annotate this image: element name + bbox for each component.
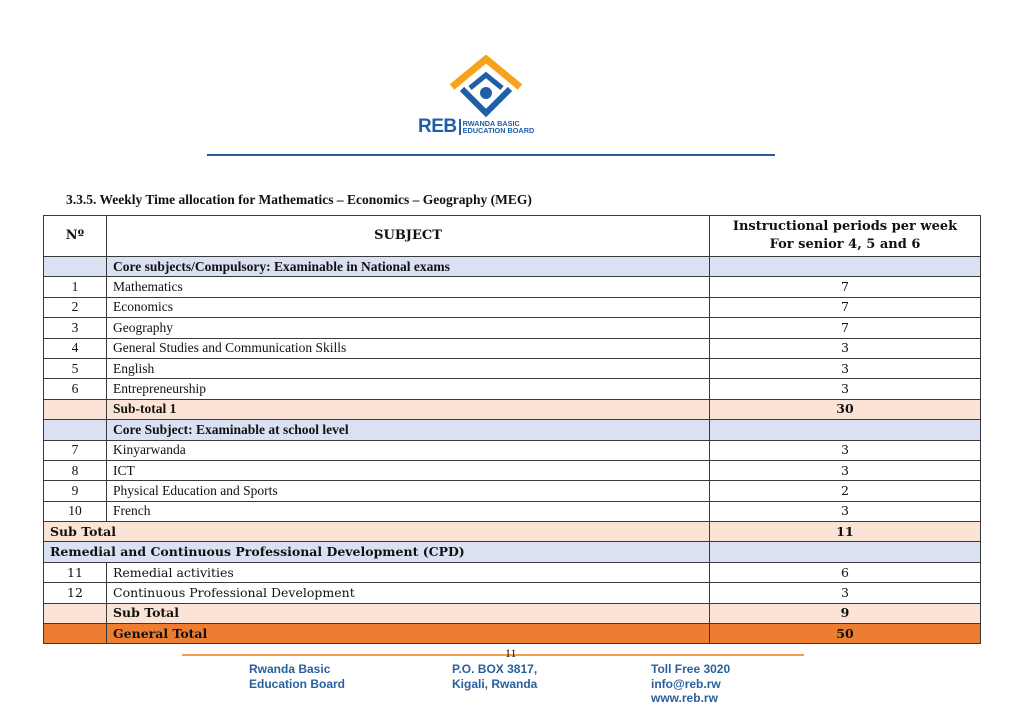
row-no: 10 [44,501,107,521]
section-heading: Core subjects/Compulsory: Examinable in National exams [107,257,710,277]
row-periods: 7 [710,318,981,338]
footer-website-link[interactable]: www.reb.rw [651,691,718,705]
logo-name [463,120,535,135]
footer-email-link[interactable]: info@reb.rw [651,676,721,691]
table-row [44,338,981,358]
footer-address-line1: P.O. BOX 3817, [452,662,538,676]
table-header-row [44,216,981,257]
row-subject: Economics [107,297,710,317]
row-no: 9 [44,481,107,501]
table-row [44,583,981,603]
table-row [44,297,981,317]
subtotal-row-2 [44,522,981,542]
reb-logo [418,55,558,140]
footer-divider [182,654,804,656]
row-periods: 7 [710,277,981,297]
row-subject: ICT [107,460,710,480]
row-no: 11 [44,562,107,582]
header-periods-line2: For senior 4, 5 and 6 [769,237,921,252]
section-row-school-level [44,420,981,440]
footer-address [452,662,537,691]
logo-name-line2: EDUCATION BOARD [462,126,535,135]
table-row [44,562,981,582]
row-periods: 3 [710,379,981,399]
section-heading: Remedial and Continuous Professional Development (CPD) [44,542,710,562]
grand-total-label: General Total [107,624,710,644]
row-periods: 3 [710,440,981,460]
row-no: 7 [44,440,107,460]
header-periods [710,216,981,257]
section-heading: Core Subject: Examinable at school level [107,420,710,440]
grand-total-value: 50 [710,624,981,644]
row-no: 3 [44,318,107,338]
section-title: 3.3.5. Weekly Time allocation for Mathematics – Economics – Geography (MEG) [66,192,532,207]
header-no: Nº [44,216,107,257]
row-subject: Physical Education and Sports [107,481,710,501]
section-row-national-exams [44,257,981,277]
grand-total-row [44,624,981,644]
time-allocation-table [43,215,981,644]
footer-org-line1: Rwanda Basic [249,662,331,676]
footer-org [249,662,345,691]
row-periods: 3 [710,358,981,378]
subtotal-row-3 [44,603,981,623]
subtotal-value: 9 [710,603,981,623]
row-subject: Kinyarwanda [107,440,710,460]
subtotal-label: Sub Total [107,603,710,623]
row-no: 6 [44,379,107,399]
table-row [44,318,981,338]
footer-address-line2: Kigali, Rwanda [452,676,538,691]
row-subject: English [107,358,710,378]
table-row [44,440,981,460]
row-periods: 7 [710,297,981,317]
row-subject: Entrepreneurship [107,379,710,399]
subtotal-row-1 [44,399,981,419]
header-divider [207,154,775,156]
row-no: 8 [44,460,107,480]
section-row-cpd [44,542,981,562]
subtotal-value: 11 [710,522,981,542]
row-subject: French [107,501,710,521]
reb-house-logo-icon [448,55,528,119]
subtotal-label: Sub Total [44,522,710,542]
header-subject: SUBJECT [107,216,710,257]
table-row [44,277,981,297]
row-subject: Geography [107,318,710,338]
row-no: 12 [44,583,107,603]
subtotal-value: 30 [710,399,981,419]
row-periods: 3 [710,460,981,480]
row-periods: 6 [710,562,981,582]
page-number: 11 [505,646,517,660]
table-row [44,481,981,501]
subtotal-label: Sub-total 1 [107,399,710,419]
logo-acronym: REB [418,116,457,137]
row-subject: Continuous Professional Development [107,583,710,603]
table-row [44,501,981,521]
logo-divider [459,119,461,135]
row-periods: 3 [710,338,981,358]
row-no: 2 [44,297,107,317]
header-periods-line1: Instructional periods per week [732,219,958,234]
row-periods: 3 [710,583,981,603]
row-subject: Mathematics [107,277,710,297]
row-periods: 2 [710,481,981,501]
logo-name-line1: RWANDA BASIC [462,118,520,128]
row-no: 1 [44,277,107,297]
table-row [44,460,981,480]
table-row [44,358,981,378]
row-subject: General Studies and Communication Skills [107,338,710,358]
row-subject: Remedial activities [107,562,710,582]
row-no: 5 [44,358,107,378]
table-row [44,379,981,399]
row-periods: 3 [710,501,981,521]
footer-contact [651,662,730,706]
footer-org-line2: Education Board [249,676,346,691]
row-no: 4 [44,338,107,358]
footer-tollfree: Toll Free 3020 [651,662,731,676]
